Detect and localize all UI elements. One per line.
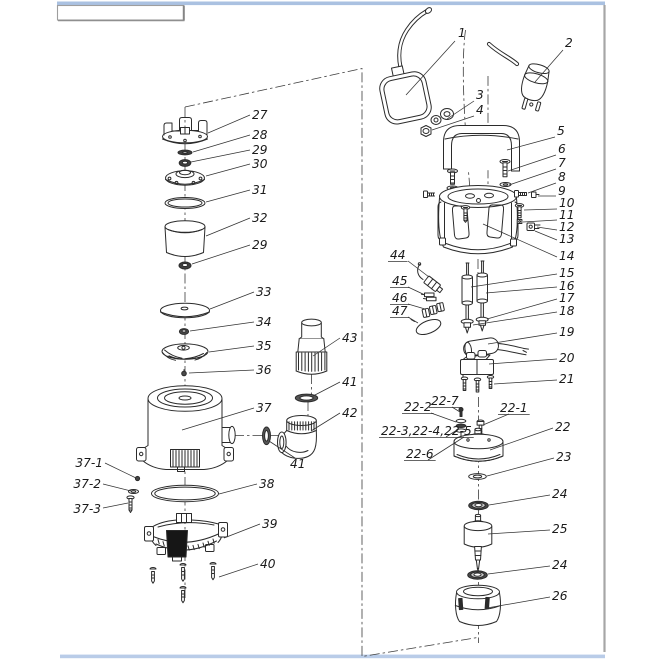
part-number: 7 — [558, 156, 566, 170]
seal-cup-32 — [165, 221, 205, 257]
part-number: 43 — [342, 331, 358, 345]
leader-line — [406, 41, 455, 95]
leader-line — [209, 346, 254, 352]
power-plug-2 — [489, 44, 552, 113]
part-number: 34 — [256, 315, 272, 329]
callout-13 — [535, 231, 575, 246]
washer-23 — [469, 474, 487, 480]
nut-34 — [179, 329, 188, 335]
leader-line — [483, 414, 509, 425]
callout-35 — [209, 339, 272, 353]
callout-39 — [224, 517, 278, 538]
nut-9 — [532, 192, 540, 198]
screws-21 — [461, 376, 493, 393]
o-ring-38 — [152, 485, 219, 501]
part-number: 40 — [260, 557, 276, 571]
leader-line — [206, 190, 250, 202]
part-number: 11 — [559, 208, 575, 222]
part-number: 37-3 — [73, 502, 101, 516]
part-number: 44 — [390, 248, 406, 262]
leader-line — [494, 380, 557, 384]
part-number: 20 — [559, 351, 575, 365]
leader-line — [408, 287, 425, 295]
leader-line — [487, 458, 554, 476]
callout-20 — [489, 351, 575, 365]
leader-line — [208, 115, 250, 133]
part-number: 42 — [342, 406, 358, 420]
nut-11 — [517, 220, 522, 224]
toolbar-box — [58, 6, 184, 21]
part-number: 23 — [556, 450, 572, 464]
leader-line — [523, 220, 557, 222]
part-number: 26 — [552, 589, 568, 603]
leader-line — [489, 495, 550, 505]
part-number: 8 — [558, 170, 566, 184]
nut-29b — [179, 262, 191, 269]
leader-line — [224, 524, 260, 538]
sensor-lead-44 — [418, 263, 444, 294]
leader-line — [105, 463, 136, 478]
part-number: 15 — [559, 266, 575, 280]
leader-line — [103, 503, 128, 508]
leader-line — [486, 287, 557, 293]
part-number: 10 — [559, 196, 575, 210]
bottom-bar — [60, 655, 605, 659]
callout-1 — [406, 26, 466, 95]
leader-line — [210, 292, 254, 309]
part-number: 28 — [252, 128, 268, 142]
part-number: 27 — [252, 108, 268, 122]
fasteners-37x — [127, 476, 140, 512]
callout-layer — [73, 26, 574, 608]
leader-line — [489, 359, 557, 364]
part-number: 33 — [256, 285, 272, 299]
part-number: 16 — [559, 279, 575, 293]
leader-line — [219, 484, 257, 494]
callout-42 — [311, 406, 358, 431]
studs-15-18 — [461, 261, 488, 333]
leader-line — [206, 164, 250, 176]
screws-40 — [150, 563, 216, 603]
leader-line — [206, 218, 250, 236]
callout-41 — [313, 375, 358, 396]
part-number: 37-1 — [75, 456, 103, 470]
part-number: 32 — [252, 211, 268, 225]
part-number: 22 — [555, 420, 571, 434]
callout-22 — [490, 420, 571, 450]
leader-line — [524, 209, 557, 210]
nut-29 — [179, 160, 191, 167]
part-number: 4 — [476, 103, 484, 117]
leader-line — [408, 304, 425, 309]
float-switch-1 — [376, 7, 434, 127]
callout-22-7 — [429, 394, 461, 412]
leader-line — [488, 530, 550, 534]
callout-19 — [488, 325, 575, 344]
part-number: 29 — [252, 238, 268, 252]
part-number: 24 — [552, 558, 568, 572]
handle-5 — [444, 126, 520, 172]
callout-34 — [190, 315, 272, 331]
part-number: 22-2 — [404, 400, 432, 414]
bearing-24-upper — [469, 501, 489, 509]
leader-line — [103, 484, 131, 491]
part-number: 5 — [557, 124, 565, 138]
callout-30 — [206, 157, 268, 176]
leader-line — [488, 333, 557, 344]
part-number: 39 — [262, 517, 278, 531]
part-number: 19 — [559, 325, 575, 339]
leader-line — [191, 150, 250, 162]
leader-line — [488, 566, 550, 574]
part-number: 21 — [559, 372, 575, 386]
washer-28 — [178, 150, 192, 155]
motor-top-housing-14 — [438, 186, 518, 254]
leader-line — [313, 382, 340, 396]
rotor-25 — [464, 514, 492, 570]
part-number: 37 — [256, 401, 272, 415]
callout-24 — [489, 487, 568, 505]
leader-line — [431, 413, 456, 422]
strainer-base-39 — [145, 514, 228, 562]
callout-24 — [488, 558, 568, 574]
leader-line — [487, 299, 557, 319]
part-number: 45 — [392, 274, 408, 288]
callout-37-3 — [73, 502, 128, 516]
part-number: 22-7 — [431, 394, 459, 408]
bearing-24-lower — [468, 571, 488, 579]
seal-plate-30 — [166, 170, 205, 185]
left-assembly — [127, 118, 327, 603]
callout-21 — [494, 372, 575, 386]
callout-32 — [206, 211, 268, 236]
leader-line — [528, 183, 556, 193]
callout-33 — [210, 285, 272, 309]
part-number: 29 — [252, 143, 268, 157]
callout-31 — [206, 183, 268, 202]
callout-22-3,22-4,22-5 — [379, 424, 474, 438]
part-number: 31 — [252, 183, 268, 197]
gasket-31 — [165, 198, 205, 209]
part-number: 22-3,22-4,22-5 — [381, 424, 472, 438]
callout-38 — [219, 477, 275, 494]
part-number: 36 — [256, 363, 272, 377]
elbow-42 — [278, 416, 317, 459]
part-number: 2 — [565, 36, 573, 50]
top-bar — [57, 2, 605, 6]
callout-44 — [388, 248, 429, 277]
part-number: 14 — [559, 249, 575, 263]
part-number: 1 — [458, 26, 466, 40]
callout-22-1 — [483, 401, 530, 425]
callout-40 — [219, 557, 276, 577]
hose-adapter-43 — [296, 319, 327, 374]
callout-36 — [189, 363, 272, 377]
part-number: 46 — [392, 291, 408, 305]
impeller-35 — [162, 344, 208, 360]
part-number: 17 — [559, 291, 575, 305]
leader-line — [408, 317, 418, 323]
part-number: 41 — [342, 375, 358, 389]
part-number: 38 — [259, 477, 275, 491]
pin-36 — [182, 370, 187, 376]
gland-nut-4 — [421, 126, 431, 137]
part-number: 37-2 — [73, 477, 101, 491]
part-number: 25 — [552, 522, 568, 536]
leader-line — [189, 370, 254, 373]
axis-lines — [185, 30, 488, 657]
part-number: 18 — [559, 304, 575, 318]
part-number: 47 — [392, 304, 408, 318]
wire-ring-47 — [411, 316, 443, 337]
callout-2 — [535, 36, 573, 82]
part-number: 9 — [558, 184, 566, 198]
frame — [57, 2, 605, 659]
leader-line — [190, 322, 254, 331]
callout-37-2 — [73, 477, 131, 491]
callout-47 — [390, 304, 418, 323]
callout-25 — [488, 522, 568, 536]
part-number: 24 — [552, 487, 568, 501]
part-number: 12 — [559, 220, 575, 234]
callout-18 — [473, 304, 575, 325]
part-number: 35 — [256, 339, 272, 353]
gasket-41-outlet — [263, 427, 271, 445]
leader-line — [537, 227, 557, 230]
leader-line — [219, 564, 258, 577]
plate-33 — [161, 303, 210, 318]
fitting-12-13 — [527, 223, 540, 231]
callout-37-1 — [75, 456, 136, 478]
end-bell-26 — [455, 585, 500, 625]
part-number: 6 — [558, 142, 566, 156]
part-number: 41 — [290, 457, 306, 471]
part-number: 3 — [476, 88, 484, 102]
part-number: 13 — [559, 232, 575, 246]
part-number: 22-1 — [500, 401, 528, 415]
leader-line — [535, 231, 557, 240]
connectors-46 — [421, 302, 445, 317]
part-number: 30 — [252, 157, 268, 171]
part-number: 22-6 — [406, 447, 434, 461]
